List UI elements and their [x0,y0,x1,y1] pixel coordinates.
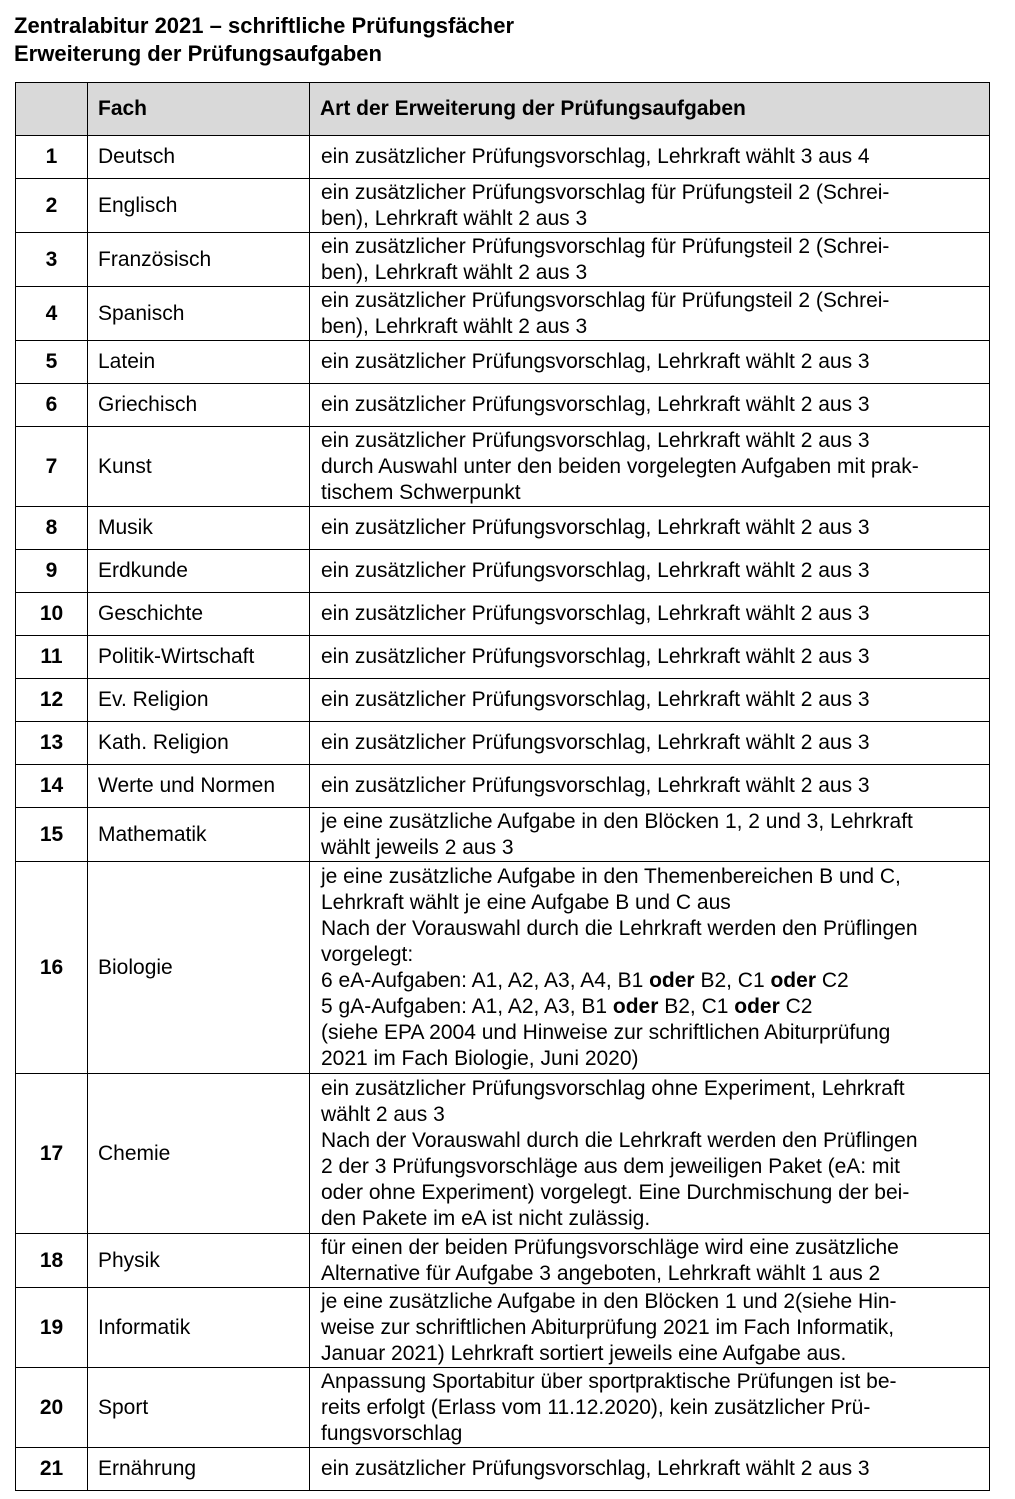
row-number: 21 [16,1448,88,1491]
description-line: durch Auswahl unter den beiden vorgelegten Aufgaben mit prak- [321,454,919,478]
description-line: Lehrkraft wählt je eine Aufgabe B und C aus [321,890,731,914]
text-segment: C2 [779,994,813,1018]
row-subject: Geschichte [88,593,310,636]
row-description [310,765,990,808]
row-description [310,1074,990,1234]
row-number: 19 [16,1288,88,1368]
row-subject: Werte und Normen [88,765,310,808]
description-line: ein zusätzlicher Prüfungsvorschlag, Lehrkraft wählt 2 aus 3 [321,1457,870,1480]
description-line: ein zusätzlicher Prüfungsvorschlag, Lehrkraft wählt 2 aus 3 [321,645,870,668]
row-number: 12 [16,679,88,722]
row-number: 8 [16,507,88,550]
table-row [16,862,990,1074]
description-line: Nach der Vorauswahl durch die Lehrkraft werden den Prüflingen [321,1128,918,1152]
description-line: ein zusätzlicher Prüfungsvorschlag, Lehrkraft wählt 2 aus 3 [321,602,870,625]
description-line: ein zusätzlicher Prüfungsvorschlag, Lehrkraft wählt 2 aus 3 [321,688,870,711]
row-description [310,862,990,1074]
description-line: ein zusätzlicher Prüfungsvorschlag, Lehrkraft wählt 2 aus 3 [321,731,870,754]
description-line: vorgelegt: [321,942,414,966]
row-number: 9 [16,550,88,593]
text-segment: 5 gA-Aufgaben: A1, A2, A3, B1 [321,994,613,1018]
row-subject: Griechisch [88,384,310,427]
table-row [16,593,990,636]
row-subject: Erdkunde [88,550,310,593]
description-line [321,968,981,994]
row-number: 20 [16,1368,88,1448]
description-line: ben), Lehrkraft wählt 2 aus 3 [321,206,588,230]
description-line [321,994,981,1020]
row-subject: Spanisch [88,287,310,341]
header-number [16,83,88,136]
description-line: für einen der beiden Prüfungsvorschläge wird eine zusätzliche [321,1235,899,1259]
row-number: 1 [16,136,88,179]
description-line: ein zusätzlicher Prüfungsvorschlag ohne Experiment, Lehrkraft [321,1076,905,1100]
row-description [310,1368,990,1448]
row-number: 16 [16,862,88,1074]
description-line: je eine zusätzliche Aufgabe in den Blöcken 1, 2 und 3, Lehrkraft [321,809,913,833]
description-line: ein zusätzlicher Prüfungsvorschlag, Lehrkraft wählt 3 aus 4 [321,145,870,168]
description-line: ein zusätzlicher Prüfungsvorschlag, Lehrkraft wählt 2 aus 3 [321,559,870,582]
table-row [16,287,990,341]
row-description [310,1234,990,1288]
row-subject: Informatik [88,1288,310,1368]
description-line: ein zusätzlicher Prüfungsvorschlag für Prüfungsteil 2 (Schrei- [321,234,890,258]
description-line: 2021 im Fach Biologie, Juni 2020) [321,1046,639,1070]
table-row [16,679,990,722]
description-line: ben), Lehrkraft wählt 2 aus 3 [321,260,588,284]
table-body [16,136,990,1491]
description-line: ben), Lehrkraft wählt 2 aus 3 [321,314,588,338]
row-description [310,1288,990,1368]
row-description [310,341,990,384]
row-description [310,287,990,341]
exam-subjects-table [15,82,990,1491]
row-number: 11 [16,636,88,679]
row-description [310,722,990,765]
row-subject: Sport [88,1368,310,1448]
description-line: Januar 2021) Lehrkraft sortiert jeweils eine Aufgabe aus. [321,1341,847,1365]
row-subject: Englisch [88,179,310,233]
table-row [16,1288,990,1368]
description-line: ein zusätzlicher Prüfungsvorschlag für Prüfungsteil 2 (Schrei- [321,180,890,204]
text-segment: 6 eA-Aufgaben: A1, A2, A3, A4, B1 [321,968,650,992]
description-line: ein zusätzlicher Prüfungsvorschlag, Lehrkraft wählt 2 aus 3 [321,393,870,416]
table-row [16,233,990,287]
row-number: 4 [16,287,88,341]
row-subject: Physik [88,1234,310,1288]
description-line: 2 der 3 Prüfungsvorschläge aus dem jeweiligen Paket (eA: mit [321,1154,900,1178]
row-number: 2 [16,179,88,233]
description-line: Nach der Vorauswahl durch die Lehrkraft werden den Prüflingen [321,916,918,940]
row-subject: Französisch [88,233,310,287]
description-line: ein zusätzlicher Prüfungsvorschlag, Lehrkraft wählt 2 aus 3 [321,774,870,797]
row-subject: Deutsch [88,136,310,179]
row-description [310,427,990,507]
document-title [14,12,514,68]
row-number: 17 [16,1074,88,1234]
row-description [310,507,990,550]
row-description [310,593,990,636]
description-line: Anpassung Sportabitur über sportpraktische Prüfungen ist be- [321,1369,897,1393]
header-description: Art der Erweiterung der Prüfungsaufgaben [310,83,990,136]
description-line: reits erfolgt (Erlass vom 11.12.2020), kein zusätzlicher Prü- [321,1395,871,1419]
row-subject: Mathematik [88,808,310,862]
row-description [310,1448,990,1491]
title-line-1: Zentralabitur 2021 – schriftliche Prüfungsfächer [14,13,515,38]
description-line: wählt 2 aus 3 [321,1102,445,1126]
row-subject: Ev. Religion [88,679,310,722]
row-number: 6 [16,384,88,427]
row-subject: Politik-Wirtschaft [88,636,310,679]
description-line: wählt jeweils 2 aus 3 [321,835,514,859]
row-number: 15 [16,808,88,862]
row-subject: Musik [88,507,310,550]
description-line: weise zur schriftlichen Abiturprüfung 2021 im Fach Informatik, [321,1315,895,1339]
table-row [16,636,990,679]
text-segment: B2, C1 [658,994,735,1018]
row-description [310,550,990,593]
row-description [310,808,990,862]
row-subject: Biologie [88,862,310,1074]
row-subject: Ernährung [88,1448,310,1491]
row-subject: Latein [88,341,310,384]
table-row [16,427,990,507]
row-number: 18 [16,1234,88,1288]
row-description [310,384,990,427]
table-row [16,765,990,808]
table-row [16,1448,990,1491]
text-segment: C2 [816,968,849,992]
description-line: ein zusätzlicher Prüfungsvorschlag, Lehrkraft wählt 2 aus 3 [321,516,870,539]
table-header-row [16,83,990,136]
row-number: 7 [16,427,88,507]
table-row [16,550,990,593]
title-line-2: Erweiterung der Prüfungsaufgaben [14,41,382,66]
description-line: je eine zusätzliche Aufgabe in den Blöcken 1 und 2(siehe Hin- [321,1289,897,1313]
description-line: (siehe EPA 2004 und Hinweise zur schriftlichen Abiturprüfung [321,1020,891,1044]
description-line: Alternative für Aufgabe 3 angeboten, Lehrkraft wählt 1 aus 2 [321,1261,881,1285]
description-line: je eine zusätzliche Aufgabe in den Themenbereichen B und C, [321,864,901,888]
table-row [16,136,990,179]
description-line: den Pakete im eA ist nicht zulässig. [321,1206,651,1230]
description-line: ein zusätzlicher Prüfungsvorschlag, Lehrkraft wählt 2 aus 3 [321,428,870,452]
row-number: 5 [16,341,88,384]
header-subject: Fach [88,83,310,136]
table-row [16,722,990,765]
table-row [16,1234,990,1288]
text-segment: B2, C1 [694,968,771,992]
table-row [16,507,990,550]
row-description [310,233,990,287]
table-row [16,808,990,862]
row-number: 13 [16,722,88,765]
row-subject: Kunst [88,427,310,507]
table-row [16,1074,990,1234]
row-number: 14 [16,765,88,808]
description-line: fungsvorschlag [321,1421,463,1445]
emphasis-text: oder [734,994,780,1018]
row-subject: Chemie [88,1074,310,1234]
emphasis-text: oder [649,968,695,992]
row-number: 3 [16,233,88,287]
row-subject: Kath. Religion [88,722,310,765]
row-number: 10 [16,593,88,636]
row-description [310,636,990,679]
description-line: ein zusätzlicher Prüfungsvorschlag, Lehrkraft wählt 2 aus 3 [321,350,870,373]
table-row [16,179,990,233]
table-row [16,384,990,427]
description-line: oder ohne Experiment) vorgelegt. Eine Durchmischung der bei- [321,1180,910,1204]
row-description [310,179,990,233]
row-description [310,136,990,179]
table-row [16,1368,990,1448]
emphasis-text: oder [612,994,659,1018]
description-line: ein zusätzlicher Prüfungsvorschlag für Prüfungsteil 2 (Schrei- [321,288,890,312]
description-line: tischem Schwerpunkt [321,480,521,504]
row-description [310,679,990,722]
table-row [16,341,990,384]
emphasis-text: oder [770,968,816,992]
